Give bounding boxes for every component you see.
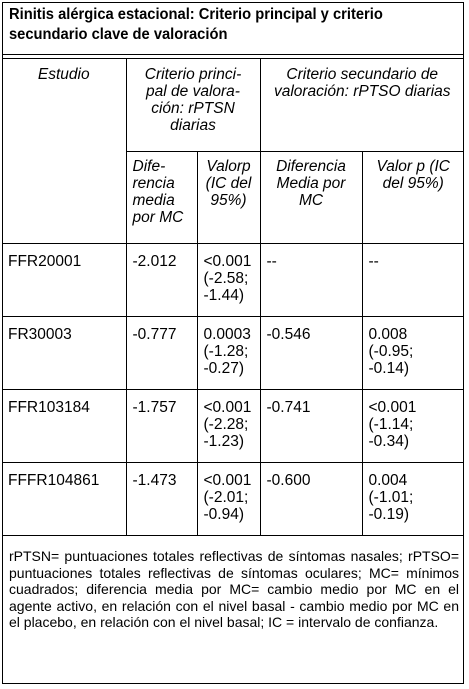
header-row-top <box>2 59 464 152</box>
cell-primary-p: <0.001 (-2.28; -1.23) <box>197 390 260 463</box>
header-primary-diff: Dife- rencia media por MC <box>126 152 197 244</box>
cell-secondary-diff: -0.741 <box>260 390 362 463</box>
table-row <box>2 317 464 390</box>
cell-secondary-p: 0.004 (-1.01; -0.19) <box>362 463 464 536</box>
header-primary-endpoint: Criterio princi- pal de valora- ción: rPTSN diarias <box>126 59 260 152</box>
cell-primary-p: <0.001 (-2.58; -1.44) <box>197 244 260 317</box>
cell-primary-p: 0.0003 (-1.28; -0.27) <box>197 317 260 390</box>
cell-secondary-diff: -0.546 <box>260 317 362 390</box>
cell-secondary-diff: -0.600 <box>260 463 362 536</box>
cell-primary-diff: -0.777 <box>126 317 197 390</box>
cell-secondary-p: 0.008 (-0.95; -0.14) <box>362 317 464 390</box>
table-row <box>2 463 464 536</box>
header-secondary-p: Valor p (IC del 95%) <box>362 152 464 244</box>
footnote: rPTSN= puntuaciones totales reflectivas de síntomas nasales; rPTSO= puntuaciones totales reflectivas de síntomas oculares; MC= mínimos cuadrados; diferencia media por MC= cambio medio por MC en el agente activo, en relación con el nivel basal - cambio medio por MC en el placebo, en relación con el nivel basal; IC = intervalo de confianza. <box>9 548 459 630</box>
cell-secondary-p: <0.001 (-1.14; -0.34) <box>362 390 464 463</box>
table-row <box>2 390 464 463</box>
header-secondary-diff: Diferencia Media por MC <box>260 152 362 244</box>
cell-study: FFR103184 <box>2 390 126 463</box>
cell-primary-diff: -1.473 <box>126 463 197 536</box>
cell-primary-diff: -1.757 <box>126 390 197 463</box>
cell-primary-diff: -2.012 <box>126 244 197 317</box>
cell-study: FFFR104861 <box>2 463 126 536</box>
cell-primary-p: <0.001 (-2.01; -0.94) <box>197 463 260 536</box>
cell-secondary-diff: -- <box>260 244 362 317</box>
table-row <box>2 244 464 317</box>
cell-study: FFR20001 <box>2 244 126 317</box>
cell-secondary-p: -- <box>362 244 464 317</box>
title-line-2: secundario clave de valoración <box>9 26 228 43</box>
header-secondary-endpoint: Criterio secundario de valoración: rPTSO diarias <box>260 59 464 152</box>
header-study: Estudio <box>2 59 126 244</box>
title-divider <box>2 54 464 55</box>
cell-study: FR30003 <box>2 317 126 390</box>
header-primary-p: Valorp (IC del 95%) <box>197 152 260 244</box>
results-table <box>2 58 464 536</box>
page-title <box>9 5 423 45</box>
title-line-1: Rinitis alérgica estacional: Criterio principal y criterio <box>9 6 383 23</box>
